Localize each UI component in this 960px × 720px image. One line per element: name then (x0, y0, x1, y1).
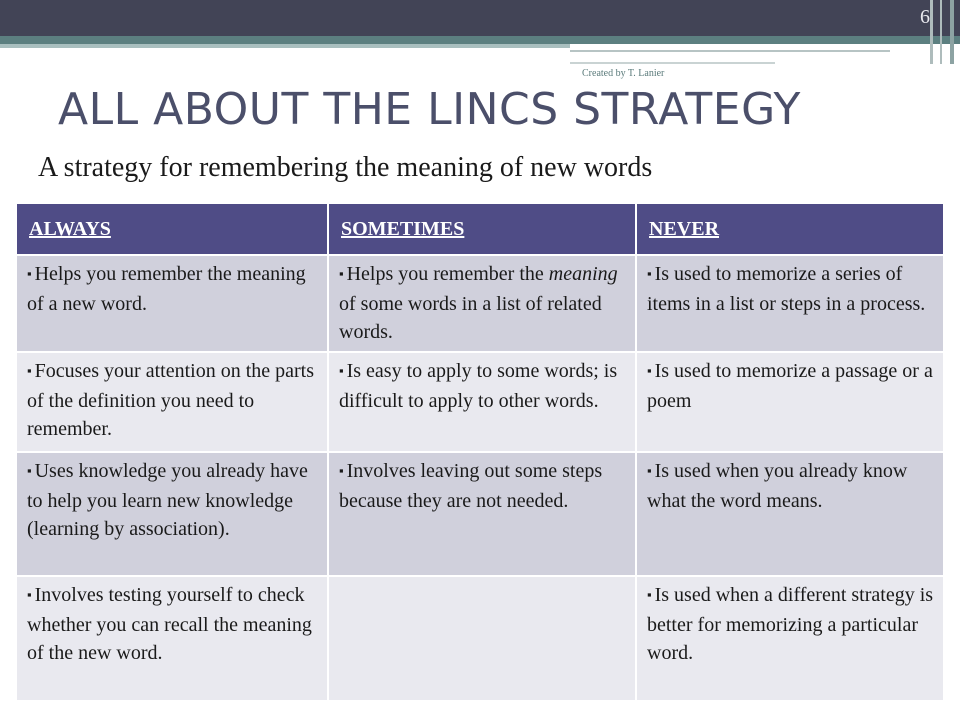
cell-text: Involves testing yourself to check whether you can recall the meaning of the new word. (27, 584, 312, 664)
cell-text: Helps you remember the (346, 263, 549, 285)
cell-text: Uses knowledge you already have to help you learn new knowledge (learning by association). (27, 460, 308, 540)
table-cell-never (636, 576, 943, 700)
cell-text: Involves leaving out some steps because they are not needed. (339, 460, 603, 512)
header-sometimes: SOMETIMES (328, 204, 636, 255)
square-bullet-icon: ▪ (647, 463, 652, 478)
credit-text: Created by T. Lanier (582, 68, 665, 79)
table-cell-never (636, 255, 943, 352)
square-bullet-icon: ▪ (339, 363, 344, 378)
square-bullet-icon: ▪ (27, 266, 32, 281)
table-cell-always (17, 352, 328, 452)
cell-text: of some words in a list of related words. (339, 293, 602, 343)
table-row (17, 576, 943, 700)
lincs-table (17, 204, 943, 700)
accent-line (570, 50, 890, 52)
cell-text: Focuses your attention on the parts of the definition you need to remember. (27, 360, 315, 440)
top-banner-stripe (0, 36, 960, 44)
cell-text: Is used to memorize a series of items in a list or steps in a process. (647, 263, 926, 315)
square-bullet-icon: ▪ (647, 363, 652, 378)
vertical-accent (940, 0, 942, 64)
square-bullet-icon: ▪ (27, 463, 32, 478)
square-bullet-icon: ▪ (647, 266, 652, 281)
square-bullet-icon: ▪ (27, 363, 32, 378)
header-never: NEVER (636, 204, 943, 255)
accent-line-short (570, 62, 775, 64)
cell-text: Helps you remember the meaning of a new word. (27, 263, 306, 315)
square-bullet-icon: ▪ (27, 587, 32, 602)
page-title: ALL ABOUT THE LINCS STRATEGY (58, 84, 801, 135)
table-cell-sometimes (328, 352, 636, 452)
cell-text: Is used when a different strategy is better for memorizing a particular word. (647, 584, 934, 664)
cell-text-emphasis: meaning (548, 263, 618, 285)
table-header-row (17, 204, 943, 255)
table-cell-never (636, 452, 943, 576)
table-cell-always (17, 452, 328, 576)
table-cell-always (17, 576, 328, 700)
header-always: ALWAYS (17, 204, 328, 255)
cell-text: Is used when you already know what the word means. (647, 460, 908, 512)
page-subtitle: A strategy for remembering the meaning of new words (38, 152, 653, 183)
cell-text: Is used to memorize a passage or a poem (647, 360, 933, 412)
table-cell-sometimes-empty (328, 576, 636, 700)
table-cell-sometimes (328, 452, 636, 576)
table-cell-always (17, 255, 328, 352)
top-banner (0, 0, 960, 36)
table-cell-sometimes (328, 255, 636, 352)
square-bullet-icon: ▪ (647, 587, 652, 602)
square-bullet-icon: ▪ (339, 463, 344, 478)
square-bullet-icon: ▪ (339, 266, 344, 281)
table-cell-never (636, 352, 943, 452)
vertical-accent (930, 0, 933, 64)
table-row (17, 255, 943, 352)
cell-text: Is easy to apply to some words; is difficult to apply to other words. (339, 360, 618, 412)
top-banner-stripe-light (0, 44, 570, 48)
slide-number: 6 (920, 6, 930, 28)
table-row (17, 452, 943, 576)
table-row (17, 352, 943, 452)
vertical-accent (950, 0, 954, 64)
